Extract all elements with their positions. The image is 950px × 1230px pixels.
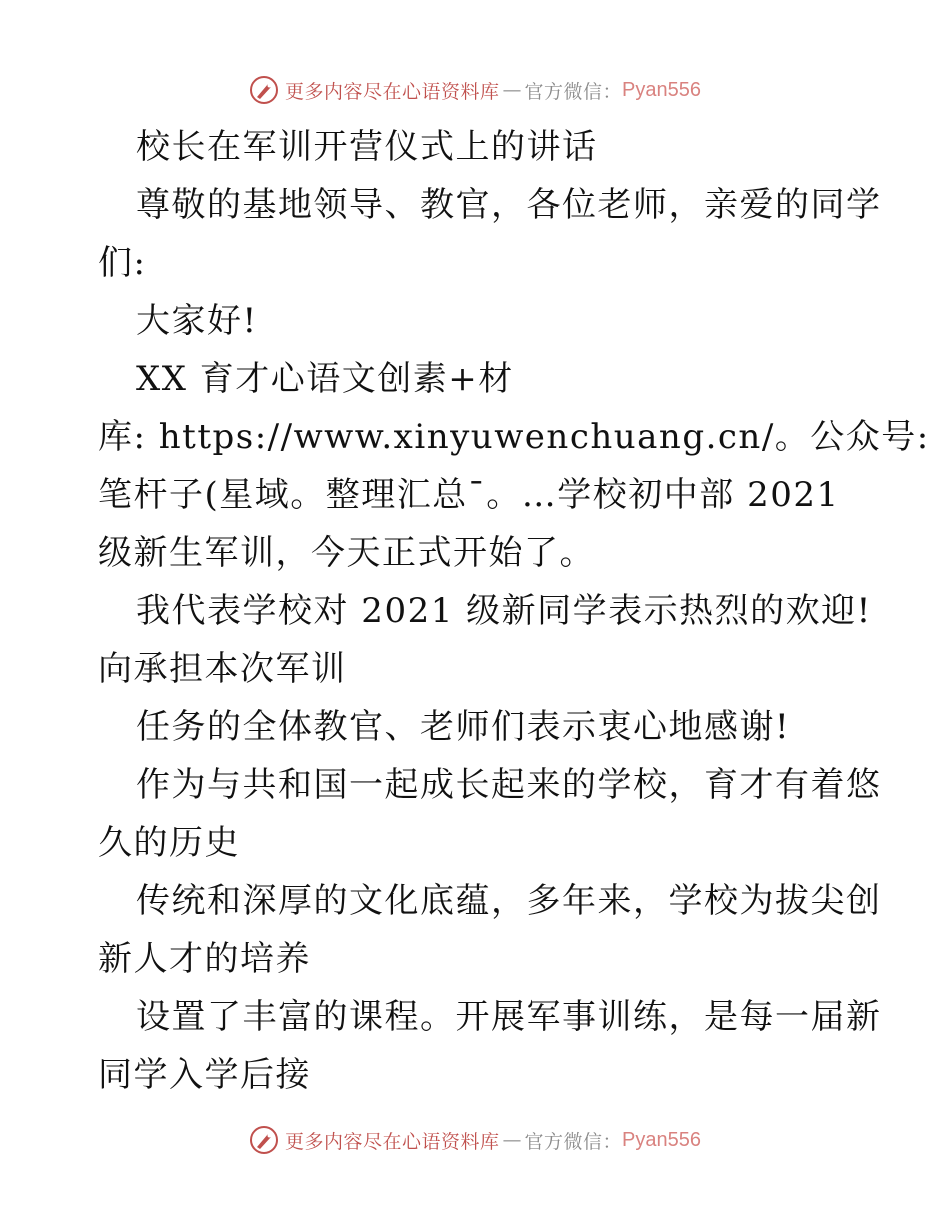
pen-nib-logo-icon bbox=[249, 1125, 279, 1155]
document-title: 校长在军训开营仪式上的讲话 bbox=[136, 127, 598, 167]
text-line: XX 育才心语文创素+材 bbox=[136, 359, 514, 399]
text-line: 久的历史 bbox=[98, 823, 240, 863]
footer-banner bbox=[0, 1120, 950, 1160]
text-line: 同学入学后接 bbox=[98, 1055, 311, 1095]
text-line: 们: bbox=[98, 243, 147, 283]
header-wechat-label: 官方微信： bbox=[524, 80, 623, 103]
text-line: 大家好! bbox=[136, 301, 258, 341]
footer-wechat-id: Pyan556 bbox=[622, 1128, 701, 1151]
footer-separator: — bbox=[502, 1129, 522, 1151]
text-line: 级新生军训，今天正式开始了。 bbox=[98, 533, 595, 573]
text-line: 笔杆子(星域。整理汇总¯。…学校初中部 2021 bbox=[98, 475, 840, 515]
text-line: 作为与共和国一起成长起来的学校，育才有着悠 bbox=[136, 765, 882, 805]
text-line: 库: https://www.xinyuwenchuang.cn/。公众号: bbox=[98, 417, 930, 457]
text-line: 尊敬的基地领导、教官，各位老师，亲爱的同学 bbox=[136, 185, 882, 225]
header-separator: — bbox=[502, 79, 522, 101]
footer-site-text: 更多内容尽在心语资料库 bbox=[285, 1130, 500, 1153]
header-wechat-id: Pyan556 bbox=[622, 78, 701, 101]
header-site-text: 更多内容尽在心语资料库 bbox=[285, 80, 500, 103]
text-line: 新人才的培养 bbox=[98, 939, 311, 979]
text-line: 我代表学校对 2021 级新同学表示热烈的欢迎! bbox=[136, 591, 872, 631]
document-body bbox=[98, 118, 930, 1104]
text-line: 向承担本次军训 bbox=[98, 649, 347, 689]
footer-wechat-label: 官方微信： bbox=[524, 1130, 623, 1153]
text-line: 传统和深厚的文化底蕴，多年来，学校为拔尖创 bbox=[136, 881, 882, 921]
text-line: 设置了丰富的课程。开展军事训练，是每一届新 bbox=[136, 997, 882, 1037]
pen-nib-logo-icon bbox=[249, 75, 279, 105]
text-line: 任务的全体教官、老师们表示衷心地感谢! bbox=[136, 707, 791, 747]
header-banner bbox=[0, 70, 950, 110]
